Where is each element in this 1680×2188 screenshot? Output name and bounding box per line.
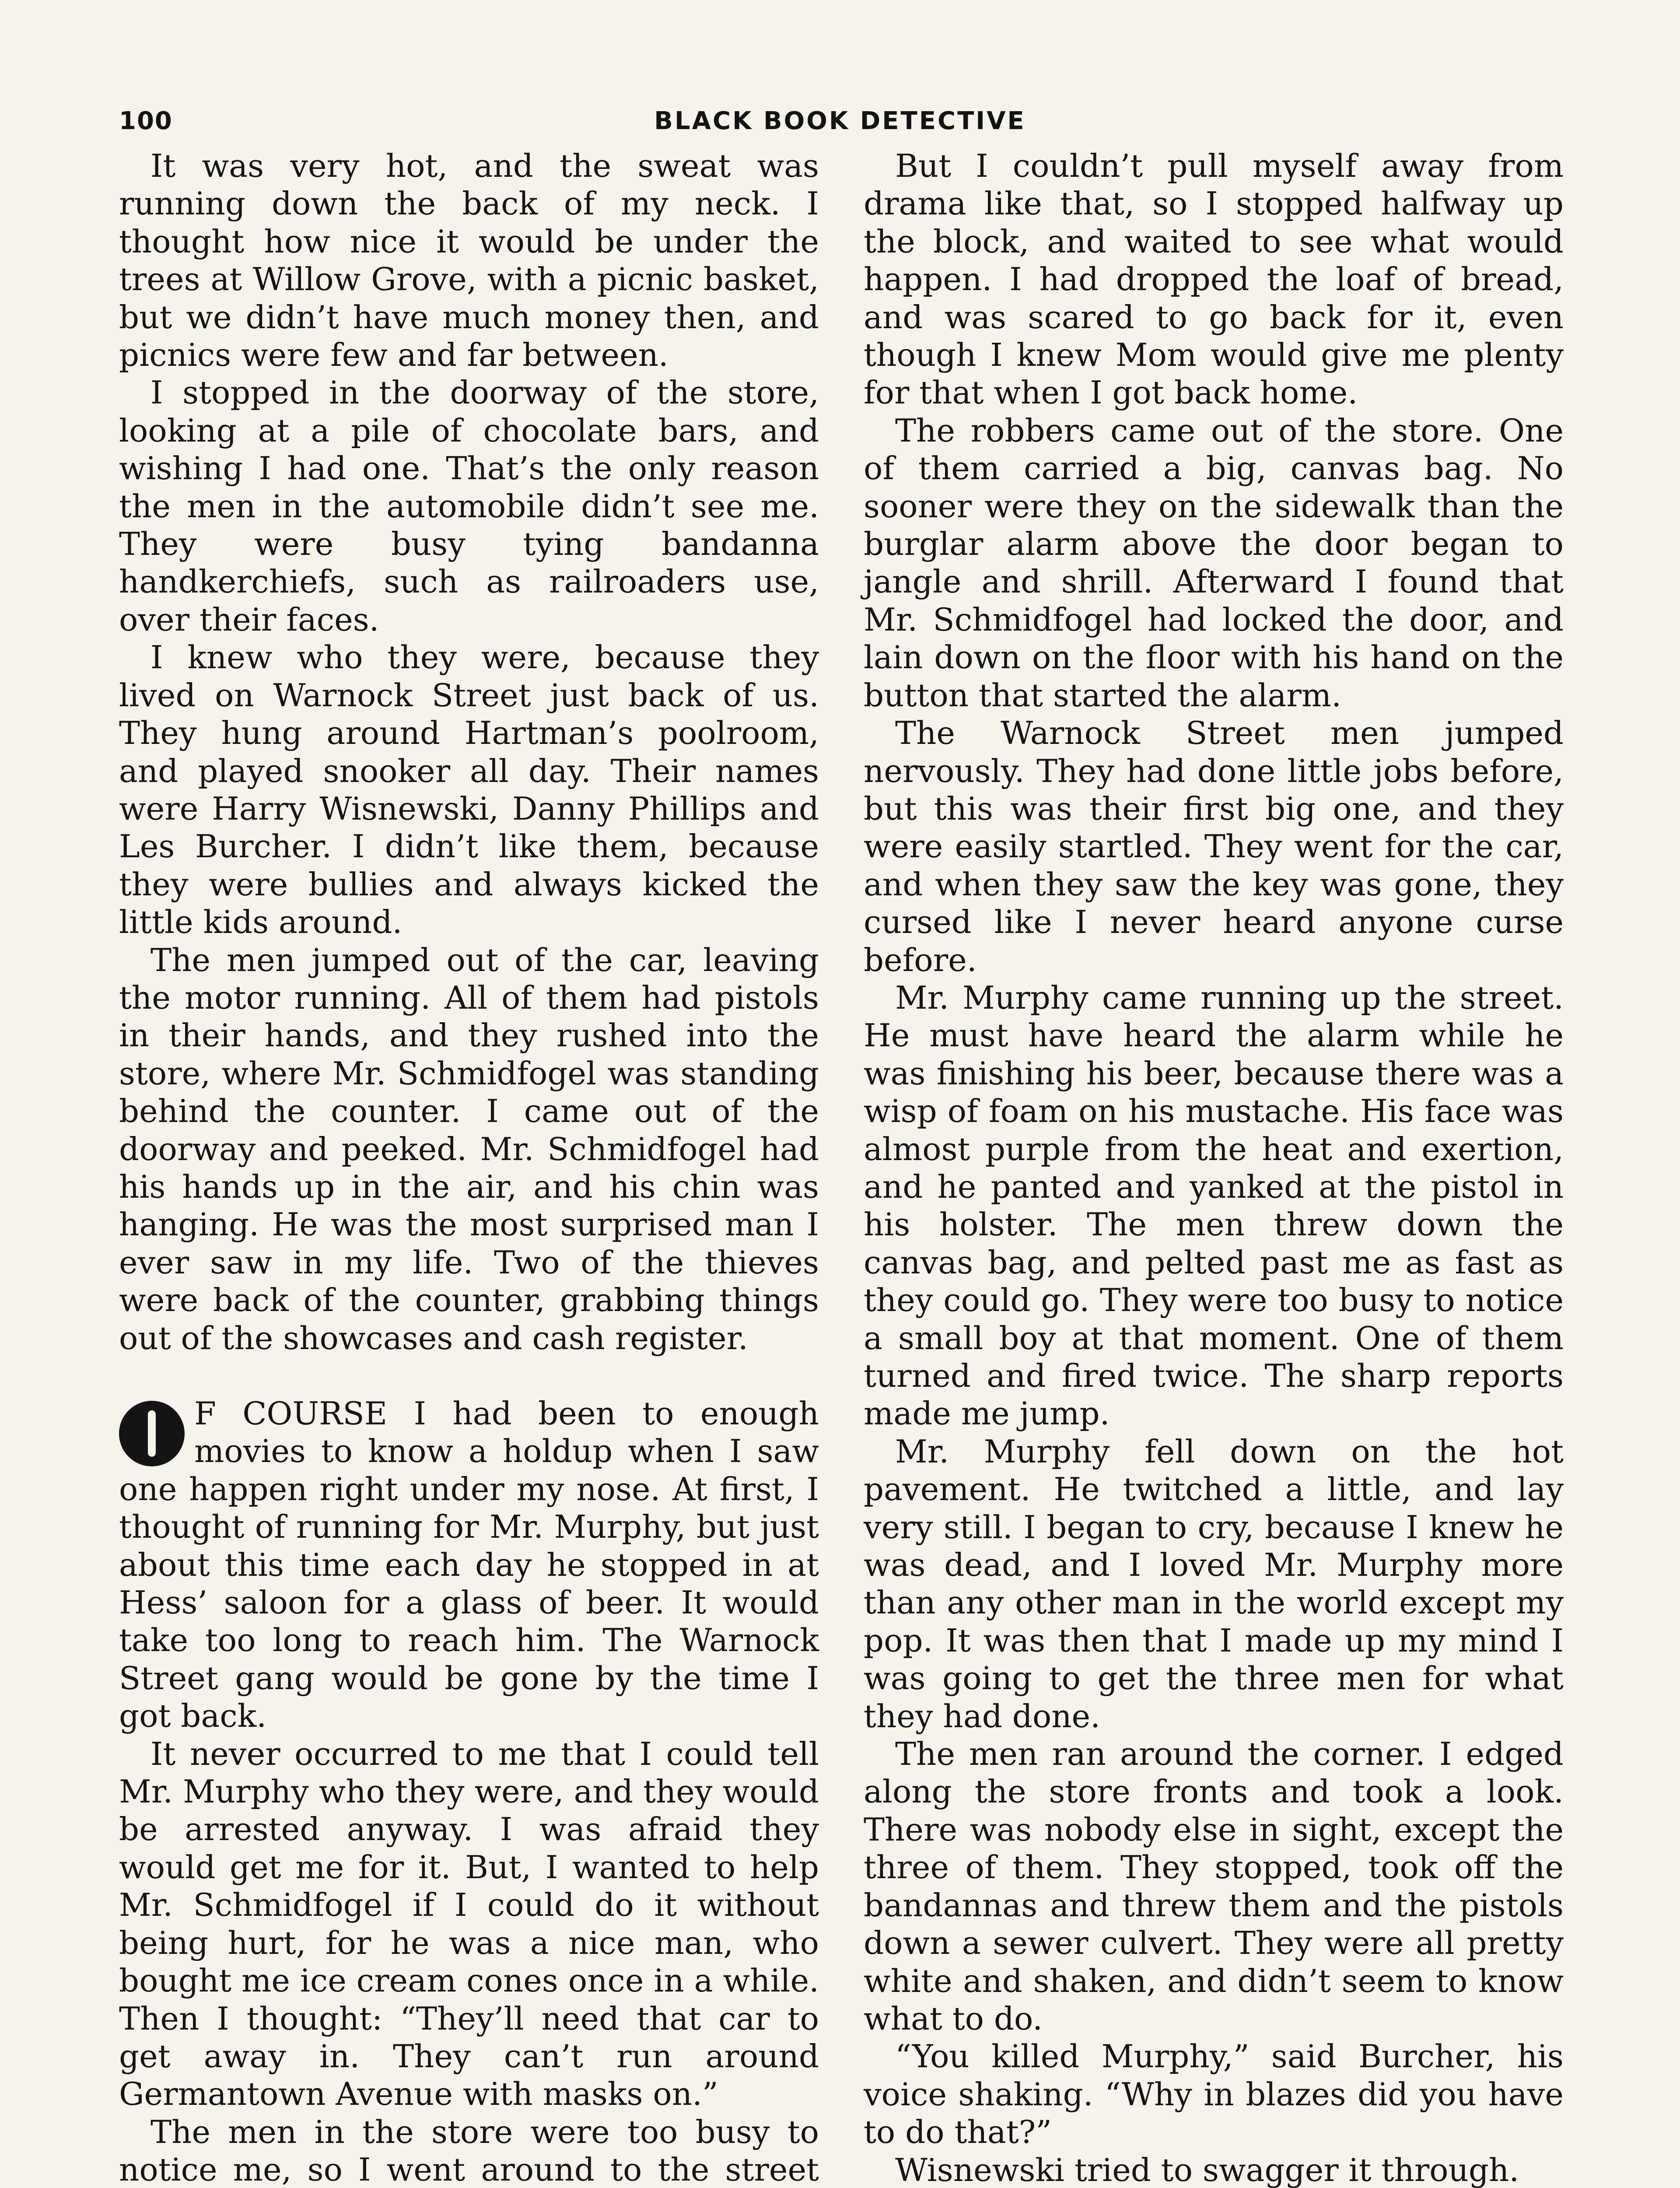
page-number: 100 <box>119 107 173 135</box>
magazine-title: BLACK BOOK DETECTIVE <box>654 107 1026 135</box>
paragraph: Mr. Murphy came running up the street. He must have heard the alarm while he was finishing his beer, because there was a wisp of foam on his mustache. His face was almost purple from the heat and exertion, and he panted and yanked at the pistol in his holster. The men threw down the canvas bag, and pelted past me as fast as they could go. They were too busy to notice a small boy at that moment. One of them turned and fired twice. The sharp reports made me jump. <box>864 979 1564 1432</box>
paragraph: “You killed Murphy,” said Burcher, his voice shaking. “Why in blazes did you have to do that?” <box>864 2038 1564 2151</box>
paragraph: It was very hot, and the sweat was running down the back of my neck. I thought how nice it would be under the trees at Willow Grove, with a picnic basket, but we didn’t have much money then, and picnics were few and far between. <box>119 147 819 374</box>
right-column <box>864 147 1564 2188</box>
section-opening-paragraph <box>119 1395 819 1735</box>
left-column <box>119 147 819 2188</box>
paragraph: The men ran around the corner. I edged along the store fronts and took a look. There was nobody else in sight, except the three of them. They stopped, took off the bandannas and threw them and the pistols down a sewer culvert. They were all pretty white and shaken, and didn’t seem to know what to do. <box>864 1736 1564 2037</box>
paragraph: The men in the store were too busy to notice me, so I went around to the street <box>119 2113 819 2188</box>
paragraph: The robbers came out of the store. One of them carried a big, canvas bag. No sooner were they on the sidewalk than the burglar alarm above the door began to jangle and shrill. Afterward I found that Mr. Schmidfogel had locked the door, and lain down on the floor with his hand on the button that started the alarm. <box>864 412 1564 714</box>
paragraph: I knew who they were, because they lived on Warnock Street just back of us. They hung around Hartman’s poolroom, and played snooker all day. Their names were Harry Wisnewski, Danny Phillips and Les Burcher. I didn’t like them, because they were bullies and always kicked the little kids around. <box>119 639 819 941</box>
drop-cap-o <box>119 1401 185 1466</box>
paragraph: I stopped in the doorway of the store, looking at a pile of chocolate bars, and wishing I had one. That’s the only reason the men in the automobile didn’t see me. They were busy tying bandanna handkerchiefs, such as railroaders use, over their faces. <box>119 374 819 638</box>
paragraph: The Warnock Street men jumped nervously. They had done little jobs before, but this was their first big one, and they were easily startled. They went for the car, and when they saw the key was gone, they cursed like I never heard anyone curse before. <box>864 715 1564 978</box>
page-header <box>119 107 1561 142</box>
paragraph: It never occurred to me that I could tell Mr. Murphy who they were, and they would be arrested anyway. I was afraid they would get me for it. But, I wanted to help Mr. Schmidfogel if I could do it without being hurt, for he was a nice man, who bought me ice cream cones once in a while. Then I thought: “They’ll need that car to get away in. They can’t run around Germantown Avenue with masks on.” <box>119 1735 819 2113</box>
paragraph: The men jumped out of the car, leaving the motor running. All of them had pistols in their hands, and they rushed into the store, where Mr. Schmidfogel was standing behind the counter. I came out of the doorway and peeked. Mr. Schmidfogel had his hands up in the air, and his chin was hanging. He was the most surprised man I ever saw in my life. Two of the thieves were back of the counter, grabbing things out of the showcases and cash register. <box>119 941 819 1357</box>
paragraph: But I couldn’t pull myself away from drama like that, so I stopped halfway up the block, and waited to see what would happen. I had dropped the loaf of bread, and was scared to go back for it, even though I knew Mom would give me plenty for that when I got back home. <box>864 147 1564 411</box>
section-opening-text: F COURSE I had been to enough movies to know a holdup when I saw one happen right under my nose. At first, I thought of running for Mr. Murphy, but just about this time each day he stopped in at Hess’ saloon for a glass of beer. It would take too long to reach him. The Warnock Street gang would be gone by the time I got back. <box>119 1395 819 1735</box>
paragraph: Mr. Murphy fell down on the hot pavement. He twitched a little, and lay very still. I began to cry, because I knew he was dead, and I loved Mr. Murphy more than any other man in the world except my pop. It was then that I made up my mind I was going to get the three men for what they had done. <box>864 1433 1564 1735</box>
paragraph: Wisnewski tried to swagger it through. <box>895 2151 1519 2188</box>
